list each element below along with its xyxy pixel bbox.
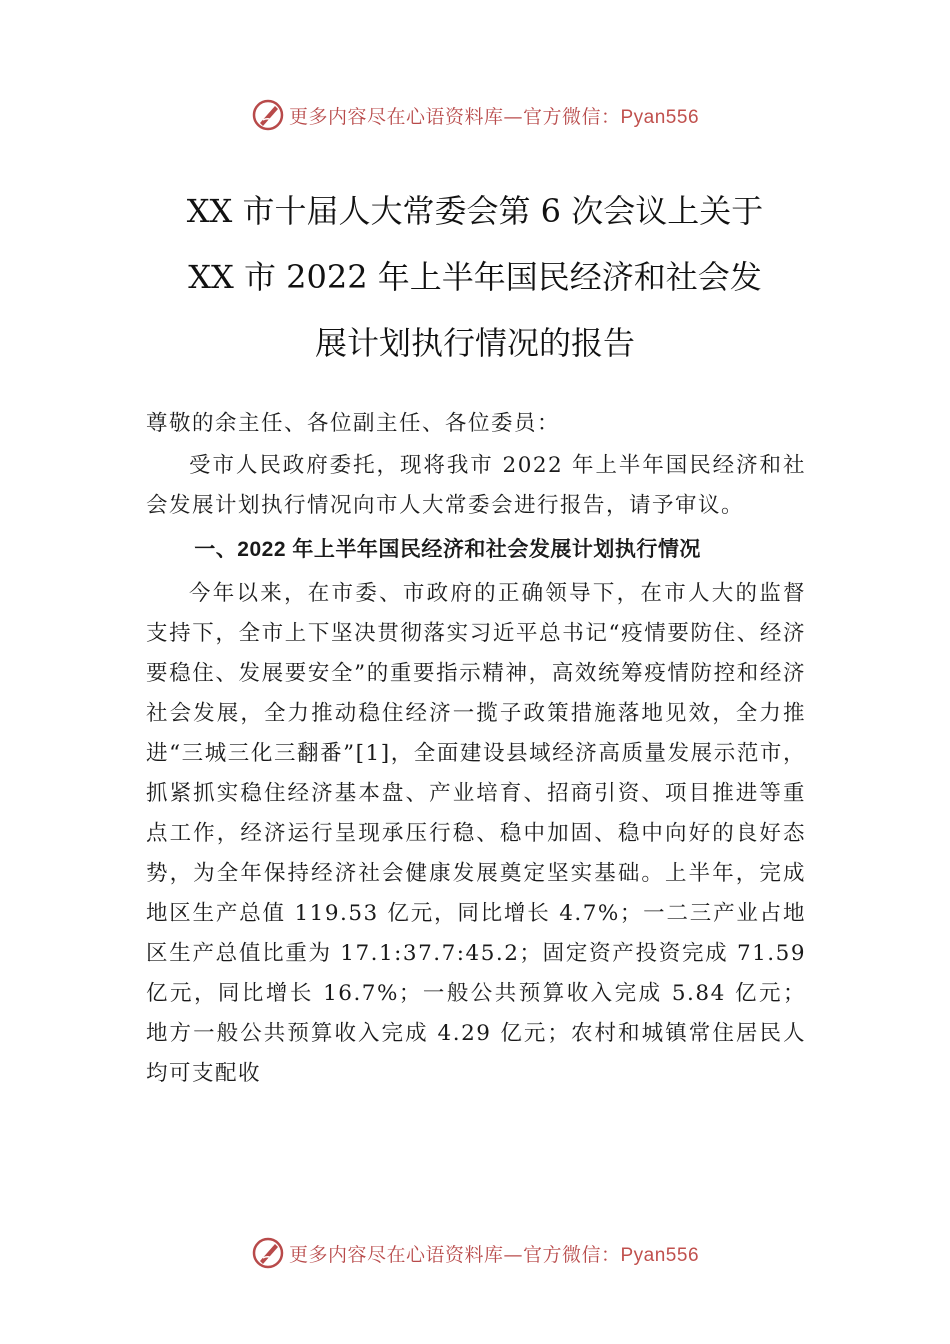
section-1-heading: 一、2022 年上半年国民经济和社会发展计划执行情况 <box>194 538 701 561</box>
watermark-text: 更多内容尽在心语资料库—官方微信：Pyan556 <box>288 1243 700 1266</box>
title-line-2: XX 市 2022 年上半年国民经济和社会发 <box>188 258 762 296</box>
document-body <box>146 404 806 1094</box>
intro-paragraph: 受市人民政府委托，现将我市 2022 年上半年国民经济和社会发展计划执行情况向市人大常委会进行报告，请予审议。 <box>146 453 806 518</box>
watermark-wechat-id: Pyan556 <box>620 106 700 128</box>
red-pen-circle-logo-icon <box>251 1236 285 1270</box>
watermark-text: 更多内容尽在心语资料库—官方微信：Pyan556 <box>288 105 700 128</box>
title-line-3: 展计划执行情况的报告 <box>314 324 635 362</box>
document-title <box>100 178 850 376</box>
section-1-paragraph: 今年以来，在市委、市政府的正确领导下，在市人大的监督支持下，全市上下坚决贯彻落实习近平总书记“疫情要防住、经济要稳住、发展要安全”的重要指示精神，高效统筹疫情防控和经济社会发展，全力推动稳住经济一揽子政策措施落地见效，全力推进“三城三化三翻番”[1]，全面建设县域经济高质量发展示范市，抓紧抓实稳住经济基本盘、产业培育、招商引资、项目推进等重点工作，经济运行呈现承压行稳、稳中加固、稳中向好的良好态势，为全年保持经济社会健康发展奠定坚实基础。上半年，完成地区生产总值 119.53 亿元，同比增长 4.7%；一二三产业占地区生产总值比重为 17.1:37.7:45.2；固定资产投资完成 71.59 亿元，同比增长 16.7%；一般公共预算收入完成 5.84 亿元；地方一般公共预算收入完成 4.29 亿元；农村和城镇常住居民人均可支配收 <box>146 581 806 1086</box>
header-watermark <box>0 95 950 135</box>
watermark-wechat-id: Pyan556 <box>620 1244 700 1266</box>
title-line-1: XX 市十届人大常委会第 6 次会议上关于 <box>186 192 764 230</box>
footer-watermark <box>0 1233 950 1273</box>
salutation: 尊敬的余主任、各位副主任、各位委员： <box>146 411 561 436</box>
red-pen-circle-logo-icon <box>251 98 285 132</box>
